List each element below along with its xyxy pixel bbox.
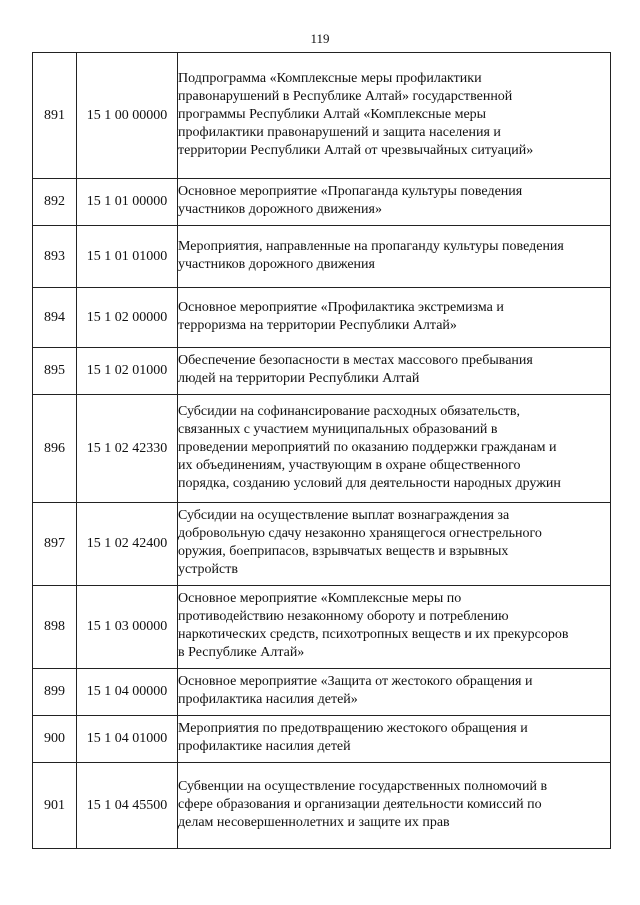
row-description xyxy=(178,503,611,586)
table-row xyxy=(33,395,611,503)
row-description xyxy=(178,763,611,849)
row-code: 15 1 04 45500 xyxy=(77,763,178,849)
table-row xyxy=(33,179,611,226)
row-code: 15 1 04 01000 xyxy=(77,716,178,763)
description-line: добровольную сдачу незаконно хранящегося огнестрельного xyxy=(178,526,542,541)
row-description xyxy=(178,53,611,179)
description-line: Обеспечение безопасности в местах массового пребывания xyxy=(178,353,533,368)
row-description xyxy=(178,586,611,669)
row-code: 15 1 01 00000 xyxy=(77,179,178,226)
row-code: 15 1 02 01000 xyxy=(77,348,178,395)
row-description xyxy=(178,348,611,395)
description-line: Основное мероприятие «Защита от жестокого обращения и xyxy=(178,674,533,689)
description-line: в Республике Алтай» xyxy=(178,645,305,660)
description-line: профилактика насилия детей» xyxy=(178,692,358,707)
row-code: 15 1 02 42330 xyxy=(77,395,178,503)
row-description xyxy=(178,179,611,226)
table-row xyxy=(33,716,611,763)
row-description xyxy=(178,226,611,288)
description-line: Основное мероприятие «Пропаганда культуры поведения xyxy=(178,184,523,199)
table-row xyxy=(33,586,611,669)
description-line: Основное мероприятие «Профилактика экстремизма и xyxy=(178,299,504,315)
row-number: 899 xyxy=(33,669,77,716)
row-code: 15 1 02 00000 xyxy=(77,288,178,348)
description-line: правонарушений в Республике Алтай» государственной xyxy=(178,88,513,104)
description-line: устройств xyxy=(178,562,238,577)
description-line: Мероприятия по предотвращению жестокого обращения и xyxy=(178,721,528,736)
description-line: противодействию незаконному обороту и потреблению xyxy=(178,609,509,624)
description-line: участников дорожного движения» xyxy=(178,202,382,217)
table-row xyxy=(33,288,611,348)
description-line: программы Республики Алтай «Комплексные меры xyxy=(178,106,487,122)
budget-classification-table xyxy=(32,52,611,849)
row-number: 892 xyxy=(33,179,77,226)
description-line: делам несовершеннолетних и защите их прав xyxy=(178,814,450,830)
description-line: порядка, созданию условий для деятельности народных дружин xyxy=(178,475,561,491)
description-line: Субвенции на осуществление государственных полномочий в xyxy=(178,778,548,794)
description-line: терроризма на территории Республики Алтай» xyxy=(178,317,457,333)
row-number: 900 xyxy=(33,716,77,763)
description-line: наркотических средств, психотропных веществ и их прекурсоров xyxy=(178,627,569,642)
row-number: 901 xyxy=(33,763,77,849)
row-number: 891 xyxy=(33,53,77,179)
table-row xyxy=(33,669,611,716)
description-line: профилактики правонарушений и защита населения и xyxy=(178,124,501,140)
description-line: их объединениям, участвующим в охране общественного xyxy=(178,457,521,473)
row-description xyxy=(178,395,611,503)
row-description xyxy=(178,716,611,763)
table-row xyxy=(33,226,611,288)
description-line: Основное мероприятие «Комплексные меры по xyxy=(178,591,462,606)
row-number: 898 xyxy=(33,586,77,669)
row-number: 897 xyxy=(33,503,77,586)
description-line: людей на территории Республики Алтай xyxy=(178,371,420,386)
row-number: 895 xyxy=(33,348,77,395)
row-description xyxy=(178,669,611,716)
row-number: 894 xyxy=(33,288,77,348)
description-line: сфере образования и организации деятельности комиссий по xyxy=(178,796,542,812)
description-line: связанных с участием муниципальных образований в xyxy=(178,421,498,437)
table-row xyxy=(33,53,611,179)
page-number: 119 xyxy=(310,31,330,46)
row-description xyxy=(178,288,611,348)
table-row xyxy=(33,763,611,849)
description-line: участников дорожного движения xyxy=(178,256,375,272)
table-row xyxy=(33,503,611,586)
description-line: Субсидии на осуществление выплат вознаграждения за xyxy=(178,508,510,523)
table-row xyxy=(33,348,611,395)
row-number: 893 xyxy=(33,226,77,288)
description-line: Мероприятия, направленные на пропаганду культуры поведения xyxy=(178,238,564,254)
row-code: 15 1 02 42400 xyxy=(77,503,178,586)
row-code: 15 1 03 00000 xyxy=(77,586,178,669)
description-line: проведении мероприятий по оказанию поддержки гражданам и xyxy=(178,439,557,455)
row-code: 15 1 04 00000 xyxy=(77,669,178,716)
description-line: Субсидии на софинансирование расходных обязательств, xyxy=(178,403,521,419)
description-line: профилактике насилия детей xyxy=(178,739,351,754)
row-code: 15 1 00 00000 xyxy=(77,53,178,179)
description-line: Подпрограмма «Комплексные меры профилактики xyxy=(178,70,482,86)
row-code: 15 1 01 01000 xyxy=(77,226,178,288)
row-number: 896 xyxy=(33,395,77,503)
description-line: оружия, боеприпасов, взрывчатых веществ и взрывных xyxy=(178,544,509,559)
description-line: территории Республики Алтай от чрезвычайных ситуаций» xyxy=(178,142,534,158)
